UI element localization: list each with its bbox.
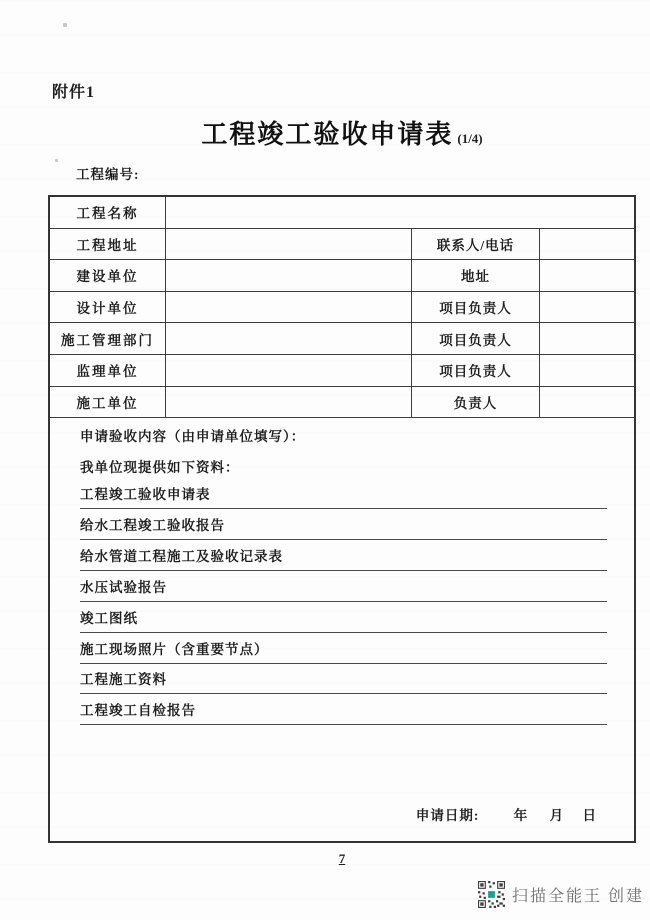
table-row-project-address: [50, 229, 634, 261]
material-item: 水压试验报告: [80, 571, 607, 602]
supervision-unit-field: [166, 355, 412, 386]
material-item: 工程竣工自检报告: [80, 694, 607, 725]
materials-intro: 我单位现提供如下资料：: [80, 460, 240, 476]
construction-owner-field: [166, 260, 412, 291]
project-address-field: [166, 229, 412, 260]
document-title-text: 工程竣工验收申请表: [201, 119, 454, 149]
row-label-secondary: 负责人: [412, 387, 540, 418]
contact-phone-field: [540, 229, 634, 260]
material-item: 给水管道工程施工及验收记录表: [80, 540, 607, 571]
table-row-design-unit: [50, 292, 634, 324]
acceptance-content-heading: 申请验收内容（由申请单位填写）：: [80, 429, 306, 445]
attachment-label: 附件1: [52, 84, 96, 101]
acceptance-content-cell: [50, 418, 634, 841]
row-label-secondary: 地址: [412, 260, 540, 291]
table-row-construction-management: [50, 323, 634, 355]
row-label-secondary: 项目负责人: [412, 292, 540, 323]
row-label: 工程名称: [50, 197, 166, 228]
supervision-manager-field: [540, 355, 634, 386]
material-item: 工程施工资料: [80, 664, 607, 695]
design-unit-field: [166, 292, 412, 323]
row-label: 建设单位: [50, 260, 166, 291]
document-title-page-fraction: (1/4): [457, 131, 483, 146]
contractor-manager-field: [540, 387, 634, 418]
scan-speck: [55, 159, 58, 162]
materials-list: [80, 478, 607, 725]
material-item: 竣工图纸: [80, 602, 607, 633]
row-label: 施工管理部门: [50, 323, 166, 354]
table-row-contractor-unit: [50, 387, 634, 419]
scan-speck: [63, 23, 67, 27]
camscanner-watermark: [478, 881, 644, 908]
management-manager-field: [540, 323, 634, 354]
contractor-unit-field: [166, 387, 412, 418]
row-label: 设计单位: [50, 292, 166, 323]
owner-address-field: [540, 260, 634, 291]
material-item: 工程竣工验收申请表: [80, 478, 607, 509]
table-row-construction-owner: [50, 260, 634, 292]
row-label: 监理单位: [50, 355, 166, 386]
row-label-secondary: 项目负责人: [412, 323, 540, 354]
camscanner-watermark-text: 扫描全能王 创建: [512, 888, 645, 905]
row-label: 施工单位: [50, 387, 166, 418]
material-item: 给水工程竣工验收报告: [80, 509, 607, 540]
page-number: 7: [338, 851, 346, 866]
row-label-secondary: 项目负责人: [412, 355, 540, 386]
row-label-secondary: 联系人/电话: [412, 229, 540, 260]
row-label: 工程地址: [50, 229, 166, 260]
camscanner-qr-icon: [478, 881, 505, 908]
design-manager-field: [540, 292, 634, 323]
application-date-line: [416, 804, 597, 824]
table-row-supervision-unit: [50, 355, 634, 387]
date-month-label: 月: [549, 808, 565, 823]
application-form-table: [48, 195, 636, 843]
application-date-label: 申请日期:: [415, 808, 480, 823]
date-year-label: 年: [513, 808, 529, 823]
project-number-label: 工程编号:: [76, 167, 140, 182]
document-title: [48, 114, 636, 151]
table-row-project-name: [50, 197, 634, 229]
project-name-field: [166, 197, 634, 228]
date-day-label: 日: [582, 808, 597, 823]
construction-management-field: [166, 323, 412, 354]
material-item: 施工现场照片（含重要节点）: [80, 633, 607, 664]
